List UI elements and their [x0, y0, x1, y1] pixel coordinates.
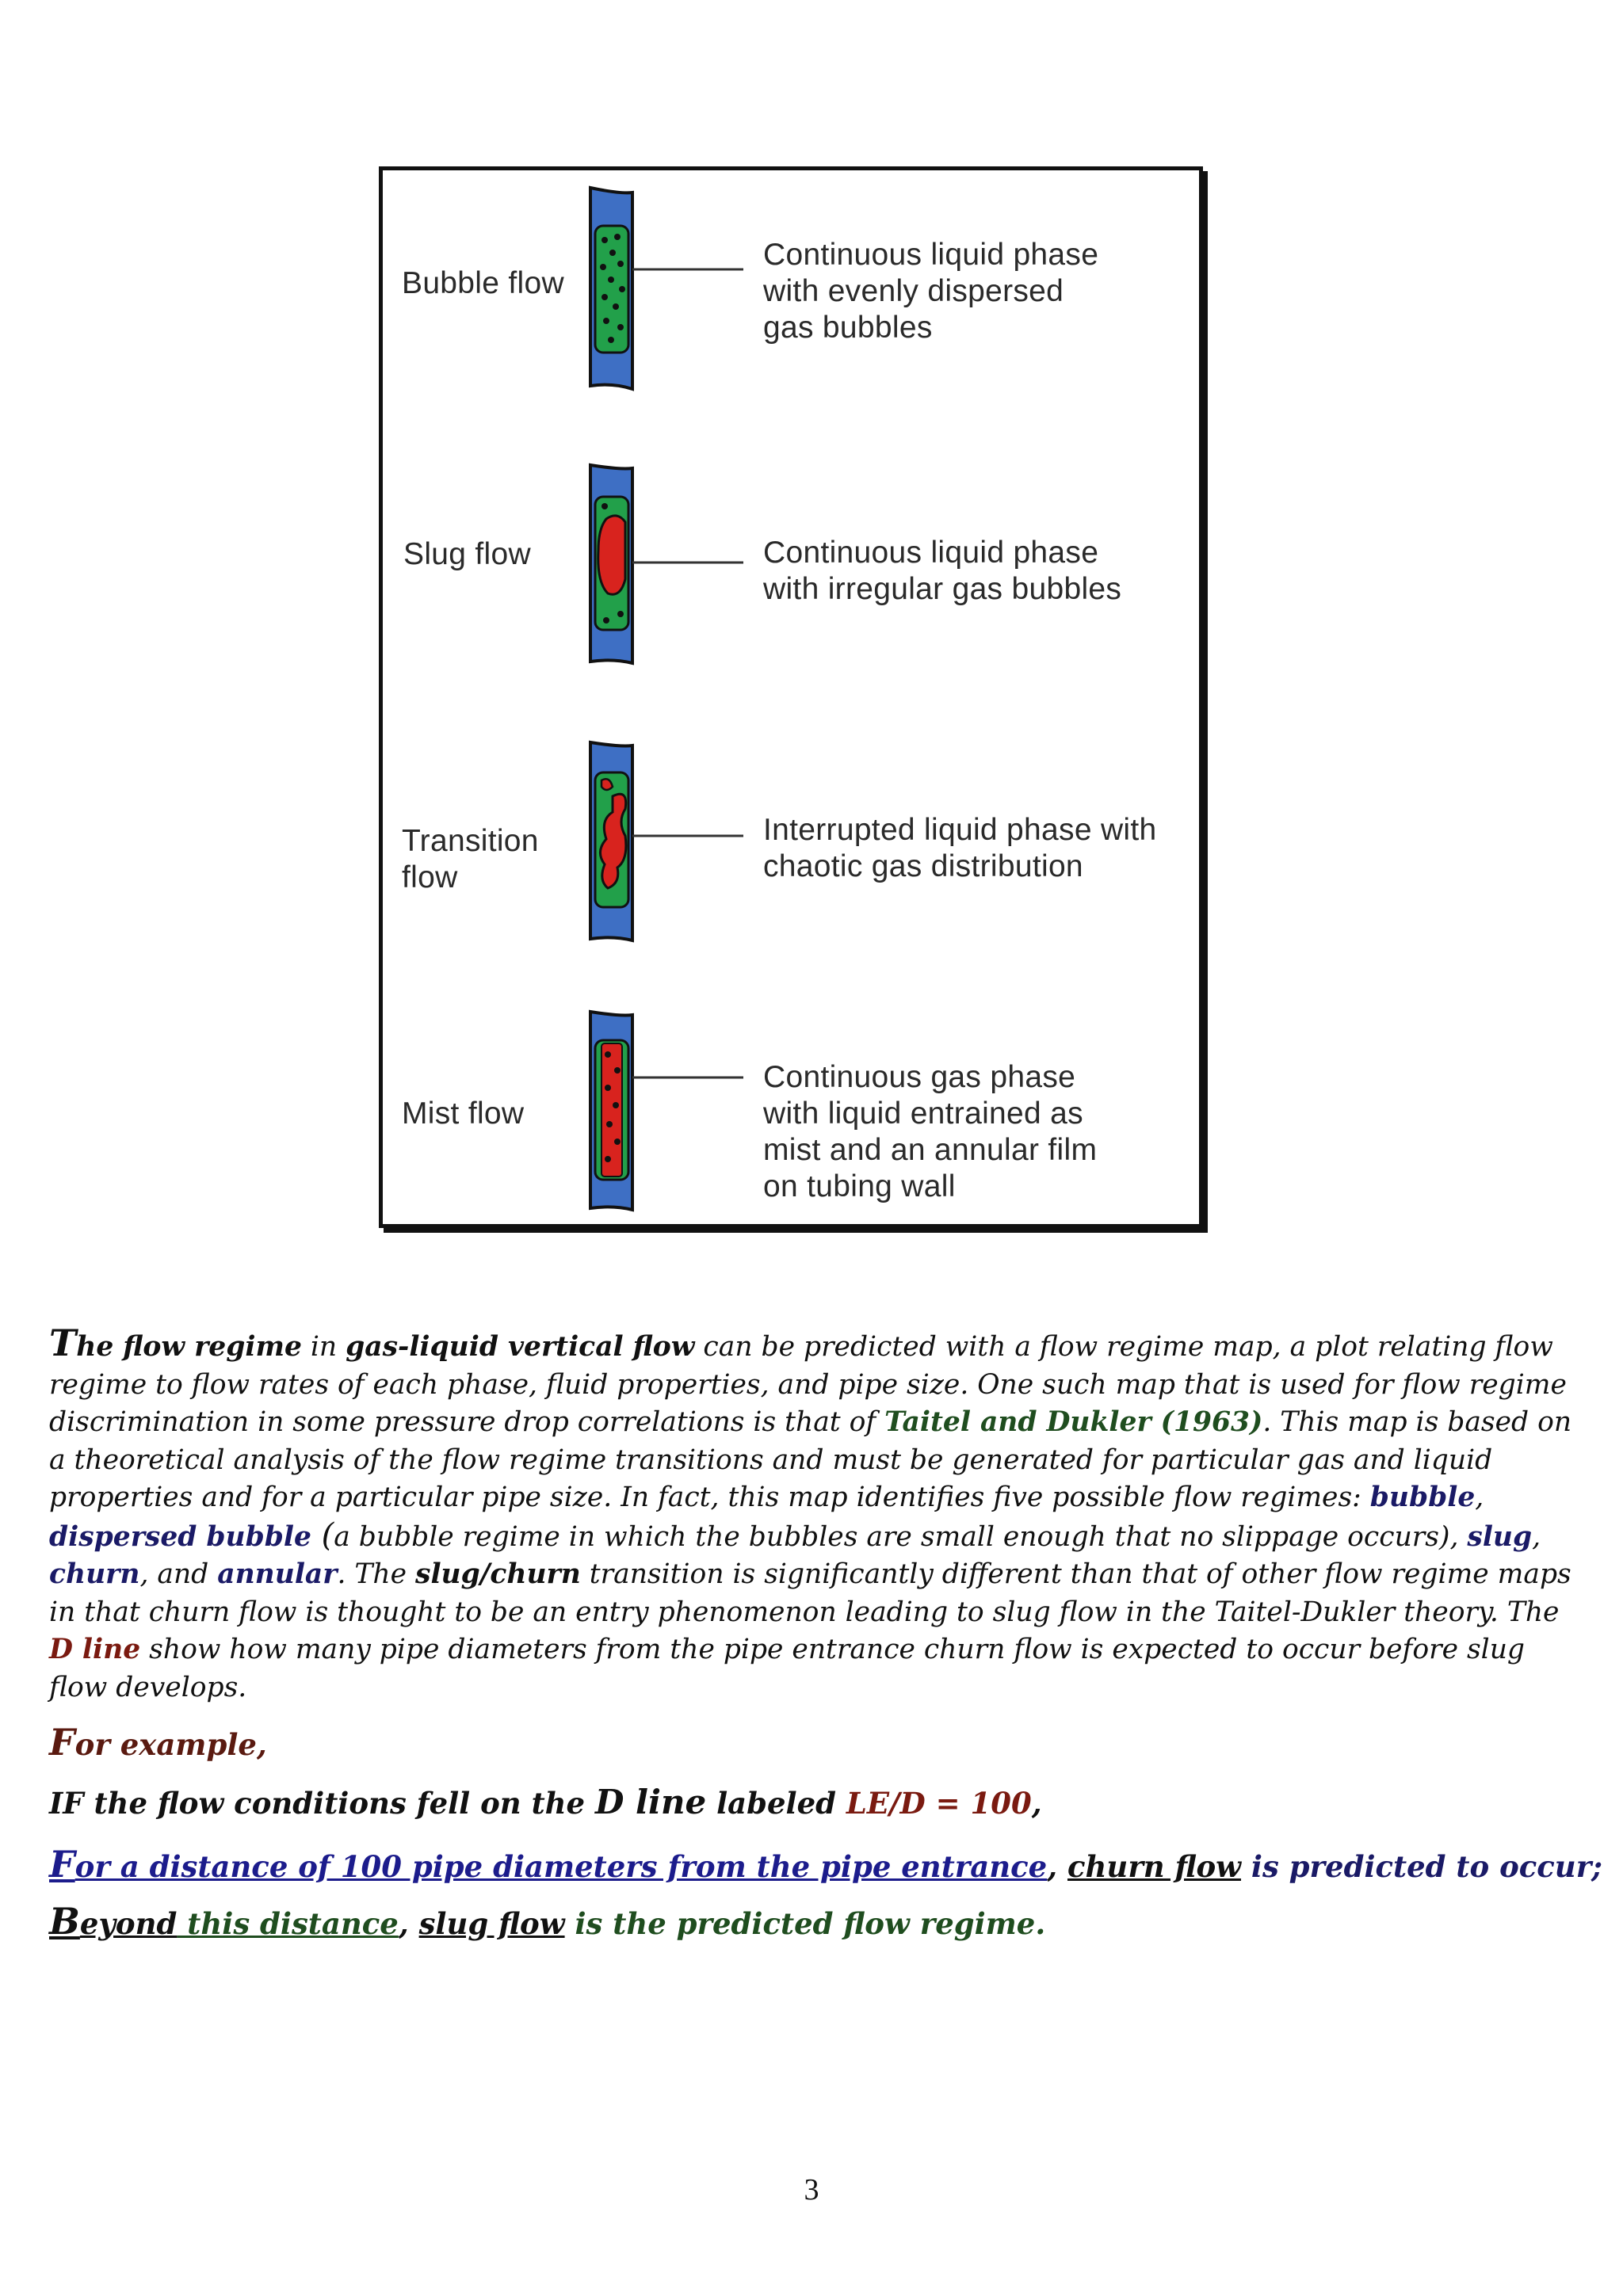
transition-flow-description: Interrupted liquid phase with chaotic gas distribution	[763, 813, 1157, 883]
text-run: . This map is based on a theoretical analysis of the flow regime transitions and must be generated for particular gas and liquid properties and for a particular pipe size. In fact, this map identifies five possible flow regimes:	[49, 1406, 1572, 1513]
transition-flow-label: Transition flow	[402, 824, 539, 894]
text-run: is the predicted flow regime.	[564, 1906, 1046, 1941]
drop-cap: T	[49, 1322, 77, 1364]
text-run: transition is significantly different than that of other flow regime maps in that churn flow is thought to be an entry phenomenon leading to slug flow in the Taitel-Dukler theory. The	[49, 1558, 1571, 1628]
text-run: ,	[1047, 1849, 1067, 1884]
mist-flow-description: Continuous gas phase with liquid entrained as mist and an annular film on tubing wall	[763, 1060, 1098, 1203]
bubble-flow-pipe	[590, 188, 743, 389]
term-flow-regime: he flow regime	[76, 1331, 302, 1363]
text-run: labeled	[706, 1786, 846, 1821]
mist-flow-pipe	[590, 1012, 743, 1210]
term-dispersed-bubble: dispersed bubble	[49, 1520, 311, 1553]
transition-flow-pipe	[590, 742, 743, 940]
text-run: is predicted to occur;	[1241, 1849, 1602, 1884]
bubble-flow-label: Bubble flow	[402, 266, 564, 300]
drop-cap: F	[49, 1843, 75, 1886]
term-slug-churn: slug/churn	[415, 1558, 581, 1590]
text-run: ,	[398, 1906, 419, 1941]
text-run: IF the flow conditions fell on the	[49, 1786, 595, 1821]
slug-flow-pipe	[590, 465, 743, 663]
mist-flow-label: Mist flow	[402, 1097, 525, 1131]
term-gas-liquid-vertical-flow: gas-liquid vertical flow	[346, 1331, 695, 1363]
example-heading	[49, 1721, 267, 1764]
text-run: this distance	[177, 1906, 399, 1941]
flow-regime-paragraph	[49, 1322, 1587, 1707]
term-slug-flow: slug flow	[418, 1906, 565, 1941]
text-run: ,	[1532, 1520, 1541, 1553]
text-run: or a distance of 100 pipe diameters from the pipe entrance	[74, 1849, 1048, 1884]
term-slug: slug	[1467, 1520, 1533, 1553]
term-taitel-dukler: Taitel and Dukler (1963)	[884, 1406, 1263, 1438]
text-run: in	[301, 1331, 346, 1363]
example-condition	[49, 1783, 1042, 1821]
text-run: show how many pipe diameters from the pipe entrance churn flow is expected to occur before slug flow develops.	[49, 1634, 1526, 1703]
text-run: . The	[337, 1558, 416, 1590]
term-annular: annular	[217, 1558, 338, 1590]
term-churn: churn	[49, 1558, 140, 1590]
text-run: (	[311, 1516, 334, 1554]
bubble-flow-description: Continuous liquid phase with evenly dispersed gas bubbles	[763, 238, 1099, 345]
term-d-line: D line	[49, 1634, 141, 1665]
example-churn	[49, 1843, 1602, 1886]
text-run: a bubble regime in which the bubbles are small enough that no slippage occurs	[334, 1520, 1439, 1553]
text-run: or example,	[74, 1727, 267, 1762]
flow-regime-figure	[379, 166, 1203, 1228]
term-bubble: bubble	[1369, 1482, 1476, 1513]
example-slug	[49, 1900, 1045, 1943]
term-churn-flow: churn flow	[1067, 1849, 1242, 1884]
text-run: ,	[1031, 1786, 1042, 1821]
drop-cap: B	[49, 1900, 80, 1943]
page-number: 3	[804, 2173, 819, 2206]
slug-flow-description: Continuous liquid phase with irregular gas bubbles	[763, 536, 1122, 606]
text-run: can be predicted with a flow regime map, a plot relating flow regime to flow rates of each phase, fluid properties, and pipe size. One such map that is used for flow regime discrimination in some pressure drop correlations is that of	[49, 1331, 1567, 1438]
slug-flow-label: Slug flow	[403, 537, 531, 571]
term-d-line: D line	[594, 1783, 707, 1821]
text-run: eyond	[79, 1906, 178, 1941]
text-run: , and	[139, 1558, 218, 1590]
text-run: ,	[1475, 1482, 1484, 1513]
drop-cap: F	[49, 1721, 75, 1764]
text-run: ),	[1439, 1520, 1468, 1553]
term-le-d: LE/D = 100	[846, 1786, 1032, 1821]
